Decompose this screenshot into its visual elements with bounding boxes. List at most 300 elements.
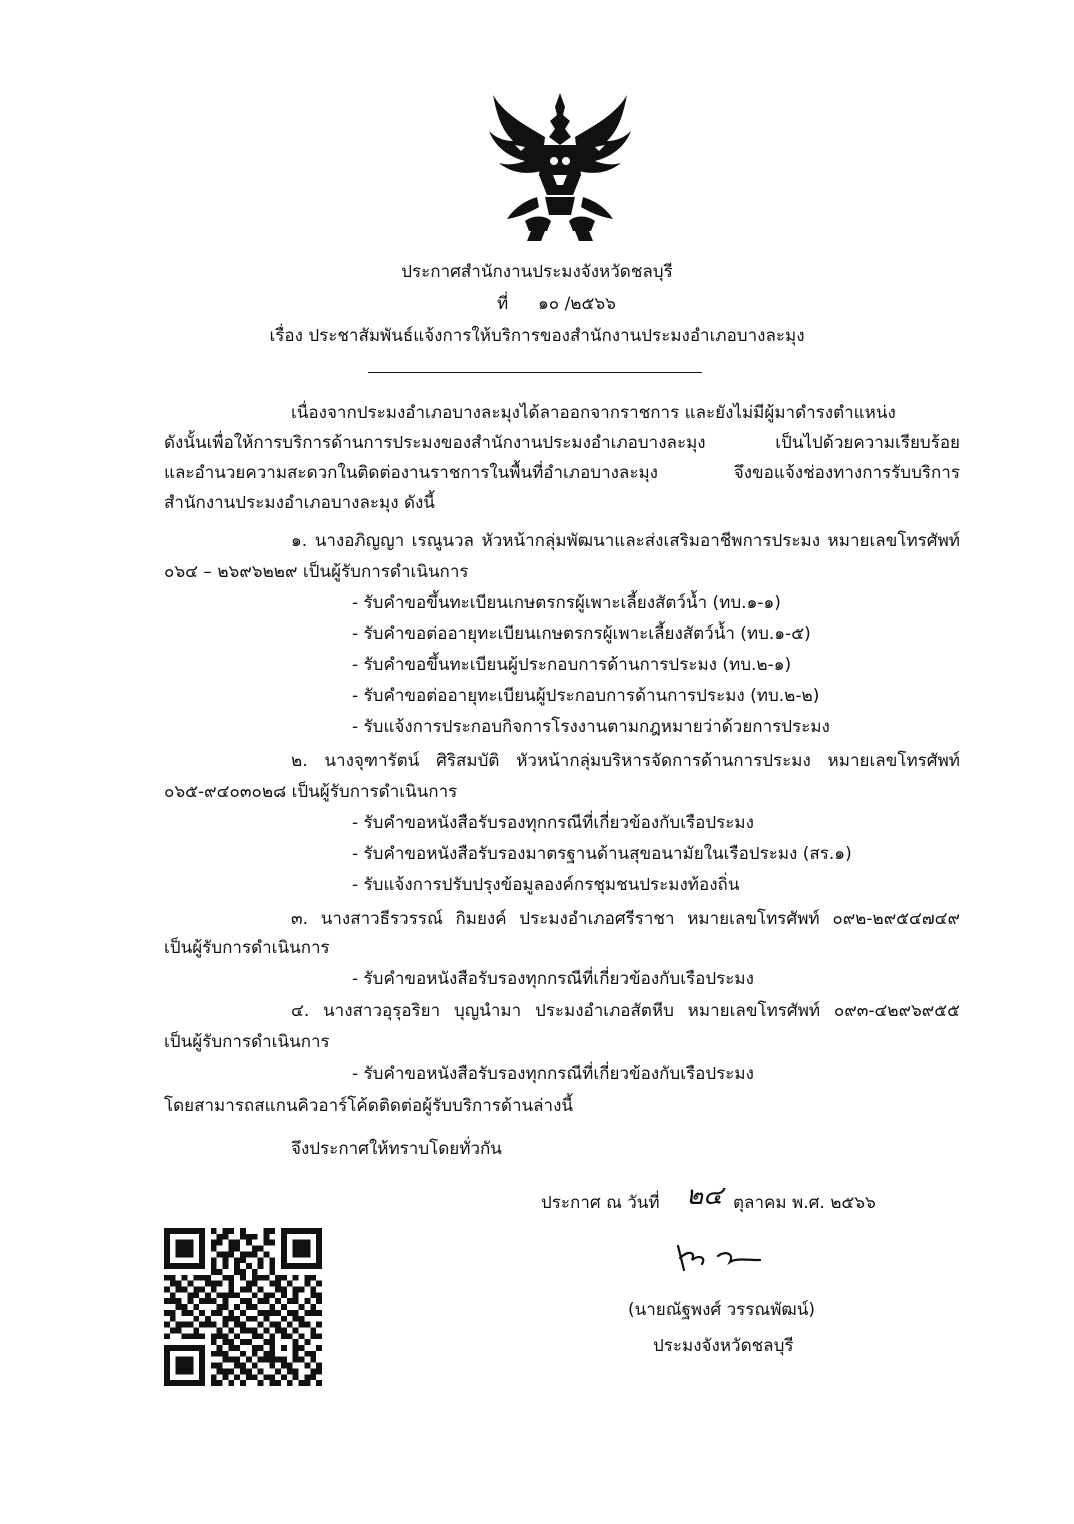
qr-module	[182, 1310, 188, 1316]
qr-module	[211, 1333, 217, 1339]
qr-module	[304, 1275, 310, 1281]
qr-module	[217, 1251, 223, 1257]
qr-module	[228, 1240, 234, 1246]
qr-module	[170, 1281, 176, 1287]
qr-module	[182, 1368, 188, 1374]
qr-module	[304, 1240, 310, 1246]
qr-module	[281, 1363, 287, 1369]
qr-module	[252, 1316, 258, 1322]
qr-module	[211, 1240, 217, 1246]
qr-module	[299, 1240, 305, 1246]
qr-module	[281, 1333, 287, 1339]
qr-module	[293, 1240, 299, 1246]
qr-module	[275, 1322, 281, 1328]
qr-module	[269, 1374, 275, 1380]
qr-module	[176, 1251, 182, 1257]
qr-module	[193, 1304, 199, 1310]
qr-module	[164, 1345, 170, 1351]
qr-module	[304, 1322, 310, 1328]
qr-module	[217, 1310, 223, 1316]
qr-module	[228, 1281, 234, 1287]
qr-module	[176, 1380, 182, 1386]
qr-module	[281, 1257, 287, 1263]
qr-module	[304, 1251, 310, 1257]
qr-module	[252, 1304, 258, 1310]
qr-module	[187, 1333, 193, 1339]
qr-module	[252, 1234, 258, 1240]
qr-module	[293, 1228, 299, 1234]
qr-module	[217, 1345, 223, 1351]
qr-module	[240, 1368, 246, 1374]
qr-module	[246, 1240, 252, 1246]
qr-module	[223, 1234, 229, 1240]
qr-module	[217, 1363, 223, 1369]
qr-module	[258, 1368, 264, 1374]
qr-module	[252, 1281, 258, 1287]
qr-module	[304, 1298, 310, 1304]
qr-module	[287, 1281, 293, 1287]
qr-module	[316, 1240, 322, 1246]
qr-module	[176, 1345, 182, 1351]
qr-module	[164, 1251, 170, 1257]
qr-module	[263, 1339, 269, 1345]
qr-module	[269, 1281, 275, 1287]
qr-module	[176, 1228, 182, 1234]
qr-module	[263, 1251, 269, 1257]
qr-module	[193, 1316, 199, 1322]
qr-module	[304, 1281, 310, 1287]
qr-module	[234, 1240, 240, 1246]
qr-module	[193, 1380, 199, 1386]
qr-module	[275, 1281, 281, 1287]
qr-module	[281, 1234, 287, 1240]
qr-module	[234, 1322, 240, 1328]
qr-module	[275, 1327, 281, 1333]
qr-module	[299, 1357, 305, 1363]
qr-module	[182, 1322, 188, 1328]
qr-module	[304, 1263, 310, 1269]
qr-module	[246, 1287, 252, 1293]
qr-module	[164, 1351, 170, 1357]
qr-module	[287, 1333, 293, 1339]
qr-module	[304, 1374, 310, 1380]
qr-module	[281, 1374, 287, 1380]
qr-module	[164, 1322, 170, 1328]
qr-module	[176, 1304, 182, 1310]
qr-module	[299, 1228, 305, 1234]
qr-module	[293, 1368, 299, 1374]
qr-module	[258, 1263, 264, 1269]
qr-module	[258, 1287, 264, 1293]
item-2-service: - รับคำขอหนังสือรับรองมาตรฐานด้านสุขอนามัยในเรือประมง (สร.๑)	[352, 844, 852, 864]
qr-module	[228, 1339, 234, 1345]
qr-module	[228, 1380, 234, 1386]
qr-module	[217, 1281, 223, 1287]
qr-module	[258, 1246, 264, 1252]
qr-module	[281, 1316, 287, 1322]
qr-module	[275, 1368, 281, 1374]
qr-module	[252, 1292, 258, 1298]
qr-module	[310, 1351, 316, 1357]
qr-module	[246, 1298, 252, 1304]
qr-module	[223, 1257, 229, 1263]
qr-module	[275, 1287, 281, 1293]
qr-module	[263, 1275, 269, 1281]
qr-module	[316, 1257, 322, 1263]
qr-module	[293, 1287, 299, 1293]
qr-module	[287, 1228, 293, 1234]
qr-module	[199, 1263, 205, 1269]
qr-module	[310, 1275, 316, 1281]
qr-module	[223, 1333, 229, 1339]
qr-module	[269, 1269, 275, 1275]
qr-module	[310, 1368, 316, 1374]
qr-module	[240, 1380, 246, 1386]
qr-module	[246, 1316, 252, 1322]
qr-module	[199, 1368, 205, 1374]
qr-module	[240, 1257, 246, 1263]
qr-module	[199, 1357, 205, 1363]
qr-module	[176, 1327, 182, 1333]
qr-module	[199, 1240, 205, 1246]
qr-module	[164, 1310, 170, 1316]
intro-line-3: และอำนวยความสะดวกในติดต่องานราชการในพื้นที่อำเภอบางละมุง จึงขอแจ้งช่องทางการรับบริการ	[164, 463, 960, 483]
qr-module	[164, 1287, 170, 1293]
qr-module	[187, 1345, 193, 1351]
item-2-contact: ๒. นางจุฑารัตน์ ศิริสมบัติ หัวหน้ากลุ่มบริหารจัดการด้านการประมง หมายเลขโทรศัพท์	[291, 751, 960, 771]
qr-module	[293, 1316, 299, 1322]
qr-module	[252, 1251, 258, 1257]
qr-module	[310, 1374, 316, 1380]
qr-module	[240, 1234, 246, 1240]
qr-module	[205, 1322, 211, 1328]
qr-module	[182, 1345, 188, 1351]
qr-module	[199, 1333, 205, 1339]
qr-module	[304, 1246, 310, 1252]
qr-module	[252, 1246, 258, 1252]
qr-module	[234, 1357, 240, 1363]
qr-module	[263, 1228, 269, 1234]
qr-module	[269, 1339, 275, 1345]
qr-module	[211, 1310, 217, 1316]
qr-module	[293, 1298, 299, 1304]
qr-module	[252, 1333, 258, 1339]
qr-module	[164, 1368, 170, 1374]
qr-module	[269, 1240, 275, 1246]
qr-module	[258, 1310, 264, 1316]
qr-module	[228, 1357, 234, 1363]
qr-module	[234, 1292, 240, 1298]
announcement-subject: เรื่อง ประชาสัมพันธ์แจ้งการให้บริการของสำนักงานประมงอำเภอบางละมุง	[269, 326, 805, 346]
item-1-contact: ๑. นางอภิญญา เรณูนวล หัวหน้ากลุ่มพัฒนาและส่งเสริมอาชีพการประมง หมายเลขโทรศัพท์	[291, 531, 960, 551]
qr-module	[234, 1316, 240, 1322]
qr-module	[293, 1339, 299, 1345]
qr-module	[316, 1234, 322, 1240]
qr-module	[170, 1275, 176, 1281]
qr-module	[199, 1363, 205, 1369]
qr-module	[293, 1251, 299, 1257]
qr-module	[316, 1380, 322, 1386]
qr-module	[223, 1322, 229, 1328]
qr-module	[281, 1246, 287, 1252]
qr-module	[211, 1257, 217, 1263]
qr-module	[293, 1246, 299, 1252]
qr-module	[228, 1310, 234, 1316]
qr-module	[316, 1251, 322, 1257]
qr-module	[304, 1351, 310, 1357]
qr-module	[170, 1316, 176, 1322]
qr-module	[176, 1287, 182, 1293]
qr-module	[211, 1287, 217, 1293]
qr-module	[316, 1363, 322, 1369]
item-1-service: - รับคำขอต่ออายุทะเบียนผู้ประกอบการด้านการประมง (ทบ.๒-๒)	[352, 686, 820, 706]
qr-module	[193, 1263, 199, 1269]
qr-module	[199, 1246, 205, 1252]
qr-module	[193, 1228, 199, 1234]
intro-line-2: ดังนั้นเพื่อให้การบริการด้านการประมงของสำนักงานประมงอำเภอบางละมุง เป็นไปด้วยความเรียบร้อย	[164, 433, 960, 453]
qr-module	[258, 1345, 264, 1351]
item-1-service: - รับแจ้งการประกอบกิจการโรงงานตามกฎหมายว่าด้วยการประมง	[352, 717, 830, 737]
qr-module	[164, 1380, 170, 1386]
qr-module	[176, 1240, 182, 1246]
qr-module	[170, 1228, 176, 1234]
qr-module	[299, 1333, 305, 1339]
qr-module	[205, 1298, 211, 1304]
qr-module	[252, 1374, 258, 1380]
qr-module	[310, 1333, 316, 1339]
qr-module	[182, 1333, 188, 1339]
item-1-service: - รับคำขอขึ้นทะเบียนเกษตรกรผู้เพาะเลี้ยงสัตว์น้ำ (ทบ.๑-๑)	[352, 593, 781, 613]
qr-module	[223, 1292, 229, 1298]
qr-module	[223, 1351, 229, 1357]
qr-module	[258, 1322, 264, 1328]
qr-module	[223, 1316, 229, 1322]
qr-module	[217, 1368, 223, 1374]
qr-module	[287, 1322, 293, 1328]
qr-module	[182, 1228, 188, 1234]
qr-module	[187, 1292, 193, 1298]
qr-module	[217, 1351, 223, 1357]
qr-module	[293, 1310, 299, 1316]
qr-module	[304, 1380, 310, 1386]
item-2-phone: ๐๖๕-๙๔๐๓๐๒๘ เป็นผู้รับการดำเนินการ	[164, 782, 458, 802]
item-1-phone: ๐๖๔ – ๒๖๙๖๒๒๙ เป็นผู้รับการดำเนินการ	[164, 562, 469, 582]
qr-module	[223, 1304, 229, 1310]
qr-module	[275, 1380, 281, 1386]
item-2-service: - รับแจ้งการปรับปรุงข้อมูลองค์กรชุมชนประมงท้องถิ่น	[352, 875, 740, 895]
qr-module	[228, 1287, 234, 1293]
qr-module	[187, 1263, 193, 1269]
qr-module	[240, 1327, 246, 1333]
qr-module	[240, 1298, 246, 1304]
qr-module	[258, 1357, 264, 1363]
qr-module	[164, 1333, 170, 1339]
item-2-service: - รับคำขอหนังสือรับรองทุกกรณีที่เกี่ยวข้องกับเรือประมง	[352, 813, 754, 833]
announcement-date-prefix: ประกาศ ณ วันที่	[541, 1193, 660, 1213]
qr-module	[252, 1345, 258, 1351]
qr-module	[299, 1380, 305, 1386]
qr-module	[316, 1281, 322, 1287]
qr-module	[234, 1269, 240, 1275]
qr-module	[234, 1257, 240, 1263]
announcement-date-day: ๒๔	[686, 1181, 723, 1211]
qr-module	[228, 1275, 234, 1281]
qr-module	[246, 1263, 252, 1269]
qr-module	[187, 1363, 193, 1369]
qr-module	[304, 1363, 310, 1369]
qr-module	[275, 1310, 281, 1316]
qr-module	[223, 1374, 229, 1380]
qr-module	[316, 1228, 322, 1234]
qr-module	[217, 1327, 223, 1333]
qr-module	[281, 1292, 287, 1298]
qr-module	[199, 1310, 205, 1316]
announcement-title: ประกาศสำนักงานประมงจังหวัดชลบุรี	[401, 262, 673, 282]
item-1-service: - รับคำขอต่ออายุทะเบียนเกษตรกรผู้เพาะเลี้ยงสัตว์น้ำ (ทบ.๑-๕)	[352, 624, 811, 644]
qr-module	[316, 1298, 322, 1304]
signatory-title: ประมงจังหวัดชลบุรี	[653, 1336, 794, 1356]
qr-module	[199, 1275, 205, 1281]
contact-qr-code[interactable]	[164, 1228, 322, 1386]
qr-module	[293, 1374, 299, 1380]
qr-module	[193, 1333, 199, 1339]
qr-module	[258, 1380, 264, 1386]
qr-module	[199, 1374, 205, 1380]
qr-module	[234, 1345, 240, 1351]
closing-statement: จึงประกาศให้ทราบโดยทั่วกัน	[291, 1139, 502, 1159]
qr-module	[269, 1333, 275, 1339]
qr-module	[187, 1246, 193, 1252]
qr-module	[193, 1292, 199, 1298]
qr-module	[246, 1251, 252, 1257]
qr-module	[258, 1333, 264, 1339]
qr-module	[258, 1275, 264, 1281]
qr-module	[164, 1357, 170, 1363]
qr-module	[240, 1275, 246, 1281]
qr-module	[182, 1363, 188, 1369]
qr-module	[269, 1351, 275, 1357]
qr-module	[246, 1234, 252, 1240]
qr-module	[287, 1363, 293, 1369]
qr-module	[293, 1351, 299, 1357]
qr-module	[310, 1327, 316, 1333]
qr-module	[281, 1275, 287, 1281]
qr-module	[228, 1316, 234, 1322]
qr-module	[263, 1351, 269, 1357]
qr-module	[275, 1357, 281, 1363]
qr-module	[310, 1287, 316, 1293]
qr-module	[211, 1339, 217, 1345]
qr-module	[316, 1322, 322, 1328]
qr-module	[293, 1292, 299, 1298]
qr-module	[176, 1357, 182, 1363]
qr-module	[275, 1298, 281, 1304]
qr-module	[187, 1380, 193, 1386]
qr-module	[246, 1374, 252, 1380]
qr-module	[316, 1263, 322, 1269]
qr-module	[299, 1316, 305, 1322]
qr-module	[187, 1357, 193, 1363]
qr-module	[304, 1228, 310, 1234]
item-3-contact: ๓. นางสาวธีรวรรณ์ กิมยงค์ ประมงอำเภอศรีราชา หมายเลขโทรศัพท์ ๐๙๒-๒๙๕๔๗๔๙	[291, 909, 960, 929]
qr-module	[287, 1310, 293, 1316]
qr-module	[223, 1298, 229, 1304]
qr-module	[164, 1275, 170, 1281]
qr-module	[164, 1298, 170, 1304]
qr-module	[211, 1374, 217, 1380]
qr-module	[223, 1357, 229, 1363]
qr-module	[199, 1322, 205, 1328]
qr-module	[211, 1380, 217, 1386]
qr-module	[246, 1327, 252, 1333]
qr-module	[252, 1275, 258, 1281]
qr-module	[217, 1380, 223, 1386]
qr-module	[240, 1269, 246, 1275]
qr-module	[293, 1357, 299, 1363]
qr-module	[176, 1298, 182, 1304]
garuda-emblem-icon	[485, 85, 635, 245]
qr-module	[211, 1281, 217, 1287]
qr-module	[211, 1228, 217, 1234]
item-1-service: - รับคำขอขึ้นทะเบียนผู้ประกอบการด้านการประมง (ทบ.๒-๑)	[352, 655, 792, 675]
qr-module	[234, 1363, 240, 1369]
qr-module	[246, 1304, 252, 1310]
qr-module	[269, 1304, 275, 1310]
handwritten-signature	[670, 1236, 780, 1276]
qr-module	[240, 1287, 246, 1293]
qr-module	[170, 1310, 176, 1316]
qr-module	[228, 1246, 234, 1252]
qr-module	[240, 1351, 246, 1357]
qr-module	[170, 1380, 176, 1386]
qr-module	[176, 1263, 182, 1269]
qr-module	[310, 1263, 316, 1269]
qr-module	[316, 1246, 322, 1252]
qr-module	[299, 1322, 305, 1328]
qr-module	[299, 1251, 305, 1257]
qr-module	[281, 1345, 287, 1351]
qr-module	[252, 1327, 258, 1333]
qr-module	[281, 1357, 287, 1363]
qr-module	[281, 1287, 287, 1293]
qr-module	[281, 1263, 287, 1269]
qr-module	[182, 1357, 188, 1363]
qr-module	[164, 1263, 170, 1269]
signatory-name: (นายณัฐพงศ์ วรรณพัฒน์)	[628, 1300, 816, 1320]
qr-module	[211, 1363, 217, 1369]
announcement-date-suffix: ตุลาคม พ.ศ. ๒๕๖๖	[733, 1193, 876, 1213]
qr-module	[263, 1292, 269, 1298]
qr-module	[287, 1298, 293, 1304]
qr-module	[182, 1287, 188, 1293]
qr-module	[287, 1380, 293, 1386]
qr-module	[234, 1304, 240, 1310]
qr-module	[281, 1228, 287, 1234]
qr-module	[170, 1327, 176, 1333]
qr-module	[310, 1310, 316, 1316]
qr-module	[293, 1345, 299, 1351]
qr-module	[187, 1310, 193, 1316]
qr-module	[176, 1322, 182, 1328]
qr-module	[223, 1368, 229, 1374]
qr-module	[223, 1263, 229, 1269]
qr-module	[240, 1339, 246, 1345]
qr-module	[281, 1304, 287, 1310]
qr-module	[199, 1251, 205, 1257]
qr-module	[269, 1263, 275, 1269]
qr-module	[240, 1363, 246, 1369]
qr-module	[269, 1257, 275, 1263]
